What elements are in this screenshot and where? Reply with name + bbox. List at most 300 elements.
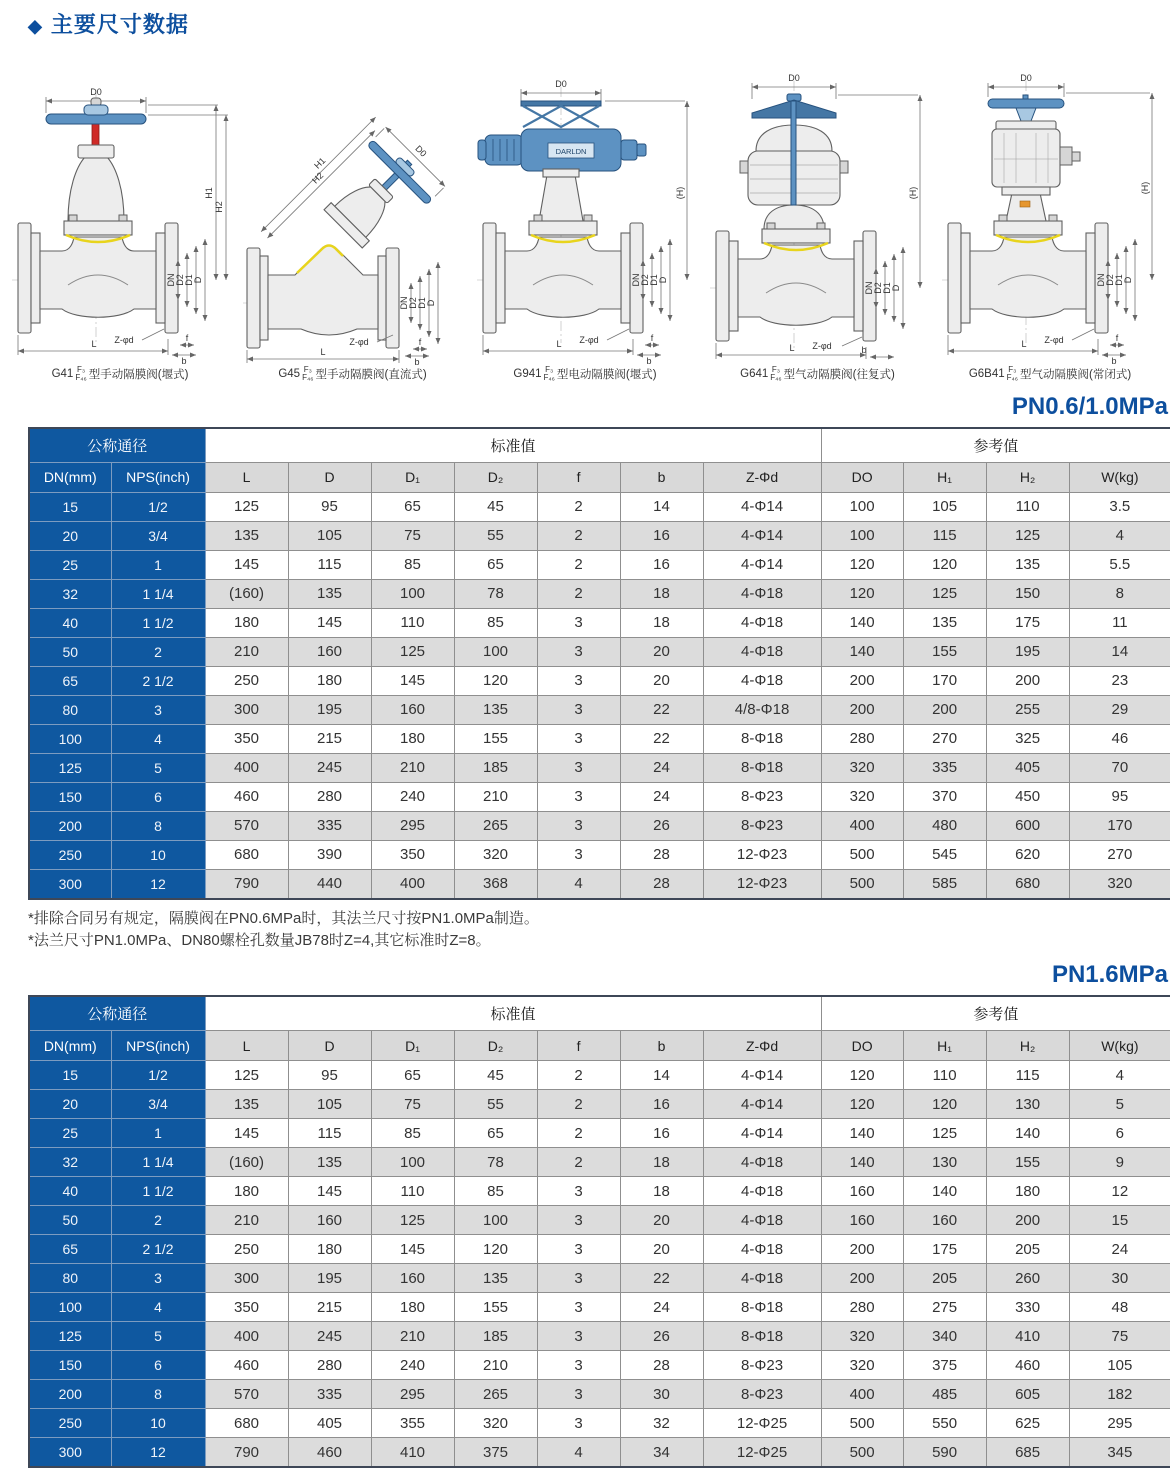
- footnote-1: *排除合同另有规定，隔膜阀在PN0.6MPa时，其法兰尺寸按PN1.0MPa制造。: [28, 909, 539, 927]
- table-row: [29, 1409, 1170, 1438]
- cell-w: 270: [1069, 840, 1170, 869]
- cell-h2: 600: [986, 811, 1069, 840]
- table-row: [29, 608, 1170, 637]
- cell-h1: 110: [903, 1061, 986, 1090]
- drawing-caption: G45 F₃ F₄₆ 型手动隔膜阀(直流式): [278, 365, 427, 383]
- cell-nps: 6: [111, 782, 205, 811]
- cell-f: 3: [537, 1409, 620, 1438]
- cell-nps: 4: [111, 724, 205, 753]
- cell-w: 9: [1069, 1148, 1170, 1177]
- cell-h2: 680: [986, 869, 1069, 899]
- cell-h2: 325: [986, 724, 1069, 753]
- table-row: [29, 869, 1170, 899]
- col-header-nps: NPS(inch): [111, 462, 205, 492]
- dim-label-f: f: [185, 333, 189, 343]
- table-row: [29, 1351, 1170, 1380]
- cell-f: 3: [537, 1293, 620, 1322]
- dim-label-d: D: [425, 299, 436, 307]
- cell-z-phi-d: 12-Φ23: [703, 869, 821, 899]
- cell-w: 14: [1069, 637, 1170, 666]
- cell-d1: 75: [371, 521, 454, 550]
- dim-label-b: b: [413, 357, 420, 365]
- cell-d: 215: [288, 724, 371, 753]
- col-header-d1: D₁: [371, 462, 454, 492]
- cell-l: 680: [205, 1409, 288, 1438]
- header-reference-values: 参考值: [821, 996, 1170, 1031]
- cell-b: 16: [620, 550, 703, 579]
- cell-nps: 5: [111, 753, 205, 782]
- table-row: [29, 1322, 1170, 1351]
- table-row: [29, 1206, 1170, 1235]
- cell-d2: 265: [454, 1380, 537, 1409]
- cell-d1: 210: [371, 753, 454, 782]
- cell-do: 140: [821, 1119, 903, 1148]
- cell-nps: 2: [111, 637, 205, 666]
- cell-do: 140: [821, 608, 903, 637]
- cell-do: 120: [821, 579, 903, 608]
- cell-z-phi-d: 8-Φ23: [703, 1351, 821, 1380]
- cell-b: 18: [620, 608, 703, 637]
- cell-l: 210: [205, 1206, 288, 1235]
- cell-z-phi-d: 4-Φ18: [703, 1177, 821, 1206]
- cell-h1: 480: [903, 811, 986, 840]
- cell-h2: 200: [986, 1206, 1069, 1235]
- cell-l: 300: [205, 1264, 288, 1293]
- cell-dn: 80: [29, 1264, 111, 1293]
- cell-d: 105: [288, 1090, 371, 1119]
- cell-f: 2: [537, 1119, 620, 1148]
- cell-dn: 65: [29, 666, 111, 695]
- dim-label-b: b: [646, 356, 652, 365]
- cell-dn: 20: [29, 521, 111, 550]
- cell-dn: 100: [29, 724, 111, 753]
- cell-nps: 12: [111, 869, 205, 899]
- footnote-2: *法兰尺寸PN1.0MPa、DN80螺栓孔数量JB78时Z=4,其它标准时Z=8。: [28, 931, 491, 949]
- cell-z-phi-d: 4-Φ18: [703, 1264, 821, 1293]
- cell-d1: 75: [371, 1090, 454, 1119]
- cell-do: 320: [821, 782, 903, 811]
- footnotes: [28, 908, 1170, 952]
- cell-dn: 150: [29, 782, 111, 811]
- cell-w: 29: [1069, 695, 1170, 724]
- cell-d1: 400: [371, 869, 454, 899]
- cell-do: 160: [821, 1206, 903, 1235]
- cell-h1: 275: [903, 1293, 986, 1322]
- col-header-d2: D₂: [454, 462, 537, 492]
- cell-d2: 78: [454, 579, 537, 608]
- cell-z-phi-d: 8-Φ23: [703, 811, 821, 840]
- cell-do: 400: [821, 1380, 903, 1409]
- dim-label-h: (H): [1140, 181, 1150, 195]
- dim-label-dn: DN: [1096, 273, 1106, 287]
- cell-d: 245: [288, 1322, 371, 1351]
- table-row: [29, 695, 1170, 724]
- valve-body: [948, 215, 1108, 333]
- cell-d1: 145: [371, 1235, 454, 1264]
- drawing-caption: G41 F₃ F₄₆ 型手动隔膜阀(堰式): [51, 365, 189, 383]
- dim-label-dn: DN: [398, 296, 409, 310]
- dim-label-d: D: [890, 284, 901, 292]
- cell-d2: 185: [454, 753, 537, 782]
- cell-z-phi-d: 4-Φ18: [703, 1206, 821, 1235]
- cell-w: 4: [1069, 521, 1170, 550]
- cell-l: 350: [205, 724, 288, 753]
- cell-h1: 205: [903, 1264, 986, 1293]
- cell-d1: 295: [371, 1380, 454, 1409]
- cell-nps: 1: [111, 1119, 205, 1148]
- cell-b: 20: [620, 666, 703, 695]
- cell-nps: 8: [111, 811, 205, 840]
- cell-f: 2: [537, 579, 620, 608]
- cell-z-phi-d: 4-Φ14: [703, 1090, 821, 1119]
- valve-body: [483, 215, 643, 333]
- cell-w: 5.5: [1069, 550, 1170, 579]
- cell-l: 680: [205, 840, 288, 869]
- cell-l: 180: [205, 1177, 288, 1206]
- cell-f: 3: [537, 1322, 620, 1351]
- table-row: [29, 579, 1170, 608]
- cell-h2: 140: [986, 1119, 1069, 1148]
- cell-b: 24: [620, 782, 703, 811]
- pressure-rating-label-2: PN1.6MPa: [1051, 961, 1168, 989]
- cell-nps: 10: [111, 1409, 205, 1438]
- cell-dn: 125: [29, 1322, 111, 1351]
- cell-b: 18: [620, 1177, 703, 1206]
- cell-z-phi-d: 4/8-Φ18: [703, 695, 821, 724]
- cell-h1: 375: [903, 1351, 986, 1380]
- cell-f: 3: [537, 753, 620, 782]
- cell-f: 3: [537, 1380, 620, 1409]
- diamond-bullet-icon: ◆: [28, 16, 43, 36]
- col-header-b: b: [620, 1031, 703, 1061]
- cell-nps: 2 1/2: [111, 666, 205, 695]
- cell-z-phi-d: 4-Φ18: [703, 666, 821, 695]
- dimension-table-pn06-10: [28, 427, 1170, 900]
- col-header-z-phi-d: Z-Φd: [703, 462, 821, 492]
- cell-dn: 80: [29, 695, 111, 724]
- col-header-w: W(kg): [1069, 462, 1170, 492]
- dim-label-d1: D1: [649, 274, 659, 286]
- dim-label-z-phi-d: Z-φd: [1044, 335, 1064, 345]
- cell-l: 145: [205, 1119, 288, 1148]
- col-header-nps: NPS(inch): [111, 1031, 205, 1061]
- cell-f: 3: [537, 840, 620, 869]
- table-row: [29, 1061, 1170, 1090]
- cell-b: 16: [620, 1119, 703, 1148]
- col-header-h1: H₁: [903, 462, 986, 492]
- cell-do: 280: [821, 724, 903, 753]
- table-row: [29, 1148, 1170, 1177]
- cell-f: 4: [537, 1438, 620, 1468]
- cell-h1: 335: [903, 753, 986, 782]
- table-row: [29, 1119, 1170, 1148]
- cell-do: 200: [821, 1235, 903, 1264]
- valve-drawing-svg: [936, 43, 1164, 365]
- cell-w: 30: [1069, 1264, 1170, 1293]
- cell-do: 500: [821, 869, 903, 899]
- cell-b: 28: [620, 840, 703, 869]
- cell-nps: 4: [111, 1293, 205, 1322]
- cell-d2: 100: [454, 1206, 537, 1235]
- dim-label-b: b: [860, 345, 867, 355]
- cell-w: 5: [1069, 1090, 1170, 1119]
- cell-d1: 160: [371, 695, 454, 724]
- cell-d2: 55: [454, 1090, 537, 1119]
- cell-d: 405: [288, 1409, 371, 1438]
- cell-d1: 65: [371, 492, 454, 521]
- cell-b: 20: [620, 1206, 703, 1235]
- cell-dn: 300: [29, 869, 111, 899]
- cell-d2: 100: [454, 637, 537, 666]
- dim-label-d1: D1: [184, 274, 194, 286]
- cell-l: (160): [205, 1148, 288, 1177]
- header-standard-values: 标准值: [205, 996, 821, 1031]
- cell-w: 23: [1069, 666, 1170, 695]
- actuator-cylinder: [992, 129, 1060, 187]
- cell-d1: 410: [371, 1438, 454, 1468]
- cell-l: 250: [205, 1235, 288, 1264]
- cell-l: 125: [205, 1061, 288, 1090]
- cell-z-phi-d: 8-Φ18: [703, 753, 821, 782]
- col-header-dn: DN(mm): [29, 462, 111, 492]
- cell-d2: 45: [454, 492, 537, 521]
- table-row: [29, 811, 1170, 840]
- dim-label-z-phi-d: Z-φd: [114, 335, 134, 345]
- cell-d1: 100: [371, 579, 454, 608]
- cell-b: 18: [620, 1148, 703, 1177]
- cell-d1: 100: [371, 1148, 454, 1177]
- cell-h2: 625: [986, 1409, 1069, 1438]
- cell-w: 11: [1069, 608, 1170, 637]
- cell-nps: 2: [111, 1206, 205, 1235]
- cell-h1: 270: [903, 724, 986, 753]
- dim-label-d2: D2: [872, 282, 883, 294]
- dim-label-l: L: [1021, 339, 1027, 349]
- cell-d: 105: [288, 521, 371, 550]
- col-header-l: L: [205, 1031, 288, 1061]
- cell-z-phi-d: 4-Φ14: [703, 550, 821, 579]
- cell-d1: 180: [371, 724, 454, 753]
- cell-h1: 170: [903, 666, 986, 695]
- cell-d: 245: [288, 753, 371, 782]
- cell-w: 105: [1069, 1351, 1170, 1380]
- cell-do: 160: [821, 1177, 903, 1206]
- cell-d2: 85: [454, 1177, 537, 1206]
- cell-d1: 145: [371, 666, 454, 695]
- cell-dn: 25: [29, 1119, 111, 1148]
- dim-label-d0: D0: [90, 87, 102, 97]
- table-row: [29, 521, 1170, 550]
- cell-f: 3: [537, 637, 620, 666]
- cell-b: 30: [620, 1380, 703, 1409]
- cell-h1: 590: [903, 1438, 986, 1468]
- valve-stem: [791, 101, 796, 205]
- cell-do: 280: [821, 1293, 903, 1322]
- cell-h2: 195: [986, 637, 1069, 666]
- cell-do: 320: [821, 1322, 903, 1351]
- cell-b: 16: [620, 1090, 703, 1119]
- cell-w: 24: [1069, 1235, 1170, 1264]
- cell-nps: 1 1/4: [111, 579, 205, 608]
- cell-w: 12: [1069, 1177, 1170, 1206]
- cell-do: 100: [821, 521, 903, 550]
- electric-motor: [485, 135, 523, 165]
- dim-label-d2: D2: [407, 297, 418, 309]
- cell-f: 4: [537, 869, 620, 899]
- cell-do: 100: [821, 492, 903, 521]
- cell-z-phi-d: 4-Φ14: [703, 1119, 821, 1148]
- dim-label-h: (H): [675, 186, 685, 200]
- cell-dn: 250: [29, 1409, 111, 1438]
- cell-d1: 85: [371, 1119, 454, 1148]
- cell-d: 180: [288, 666, 371, 695]
- cell-h2: 685: [986, 1438, 1069, 1468]
- table-row: [29, 1235, 1170, 1264]
- table-row: [29, 1438, 1170, 1468]
- valve-body: [716, 223, 876, 341]
- cell-nps: 1 1/2: [111, 608, 205, 637]
- cell-f: 3: [537, 1235, 620, 1264]
- drawing-g41-manual-weir: [6, 43, 234, 383]
- cell-b: 26: [620, 1322, 703, 1351]
- cell-w: 8: [1069, 579, 1170, 608]
- cell-d: 115: [288, 1119, 371, 1148]
- cell-h2: 135: [986, 550, 1069, 579]
- dim-label-d0: D0: [555, 79, 567, 89]
- cell-d2: 265: [454, 811, 537, 840]
- cell-d2: 210: [454, 782, 537, 811]
- cell-l: 210: [205, 637, 288, 666]
- cell-d1: 240: [371, 782, 454, 811]
- col-header-h2: H₂: [986, 462, 1069, 492]
- cell-do: 200: [821, 1264, 903, 1293]
- cell-d1: 110: [371, 608, 454, 637]
- table-row: [29, 492, 1170, 521]
- cell-d2: 120: [454, 666, 537, 695]
- cell-z-phi-d: 4-Φ14: [703, 1061, 821, 1090]
- table-row: [29, 1264, 1170, 1293]
- cell-b: 24: [620, 1293, 703, 1322]
- cell-b: 16: [620, 521, 703, 550]
- cell-l: 135: [205, 1090, 288, 1119]
- cell-d: 390: [288, 840, 371, 869]
- cell-f: 2: [537, 492, 620, 521]
- cell-do: 140: [821, 1148, 903, 1177]
- cell-d2: 120: [454, 1235, 537, 1264]
- valve-body: [268, 245, 378, 335]
- cell-dn: 125: [29, 753, 111, 782]
- valve-drawings-row: [0, 41, 1170, 383]
- dimension-table-pn16: [28, 995, 1170, 1468]
- drawing-g6b41-pneumatic-nc: [936, 43, 1164, 383]
- cell-b: 24: [620, 753, 703, 782]
- cell-l: 400: [205, 753, 288, 782]
- cell-z-phi-d: 4-Φ18: [703, 579, 821, 608]
- cell-b: 26: [620, 811, 703, 840]
- cell-do: 120: [821, 1090, 903, 1119]
- cell-nps: 3: [111, 1264, 205, 1293]
- cell-l: 135: [205, 521, 288, 550]
- cell-do: 200: [821, 666, 903, 695]
- valve-drawing-svg: [6, 43, 234, 365]
- table-row: [29, 753, 1170, 782]
- cell-do: 320: [821, 753, 903, 782]
- cell-h1: 125: [903, 579, 986, 608]
- cell-d1: 125: [371, 1206, 454, 1235]
- cell-nps: 1: [111, 550, 205, 579]
- col-header-f: f: [537, 462, 620, 492]
- cell-w: 182: [1069, 1380, 1170, 1409]
- cell-d: 460: [288, 1438, 371, 1468]
- cell-f: 3: [537, 608, 620, 637]
- cell-h2: 175: [986, 608, 1069, 637]
- cell-l: 145: [205, 550, 288, 579]
- cell-l: 790: [205, 869, 288, 899]
- cell-h1: 115: [903, 521, 986, 550]
- cell-d2: 375: [454, 1438, 537, 1468]
- valve-body: [18, 215, 178, 333]
- cell-h1: 550: [903, 1409, 986, 1438]
- cell-l: 180: [205, 608, 288, 637]
- cell-l: 460: [205, 782, 288, 811]
- cell-d2: 320: [454, 1409, 537, 1438]
- cell-h1: 370: [903, 782, 986, 811]
- dim-label-h: (H): [907, 186, 918, 200]
- cell-f: 3: [537, 695, 620, 724]
- cell-dn: 250: [29, 840, 111, 869]
- col-header-w: W(kg): [1069, 1031, 1170, 1061]
- col-header-f: f: [537, 1031, 620, 1061]
- dim-label-d0: D0: [412, 143, 429, 159]
- cell-w: 4: [1069, 1061, 1170, 1090]
- cell-d: 160: [288, 1206, 371, 1235]
- cell-h2: 130: [986, 1090, 1069, 1119]
- cell-b: 22: [620, 724, 703, 753]
- cell-z-phi-d: 4-Φ18: [703, 1148, 821, 1177]
- cell-h2: 155: [986, 1148, 1069, 1177]
- dim-label-l: L: [556, 339, 562, 349]
- cell-f: 2: [537, 1090, 620, 1119]
- cell-do: 320: [821, 1351, 903, 1380]
- header-reference-values: 参考值: [821, 428, 1170, 463]
- cell-h2: 180: [986, 1177, 1069, 1206]
- dim-label-d: D: [193, 276, 203, 284]
- dim-label-d: D: [1123, 276, 1133, 284]
- cell-h2: 330: [986, 1293, 1069, 1322]
- cell-f: 3: [537, 1177, 620, 1206]
- cell-w: 295: [1069, 1409, 1170, 1438]
- drawing-g641-pneumatic: [704, 43, 932, 383]
- cell-nps: 1/2: [111, 1061, 205, 1090]
- cell-d2: 65: [454, 550, 537, 579]
- dim-label-z-phi-d: Z-φd: [348, 337, 369, 347]
- cell-z-phi-d: 8-Φ18: [703, 1293, 821, 1322]
- cell-b: 32: [620, 1409, 703, 1438]
- cell-d2: 45: [454, 1061, 537, 1090]
- cell-dn: 50: [29, 1206, 111, 1235]
- cell-d1: 85: [371, 550, 454, 579]
- cell-dn: 200: [29, 1380, 111, 1409]
- drawing-caption: G941 F₃ F₄₆ 型电动隔膜阀(堰式): [513, 365, 657, 383]
- valve-drawing-svg: [704, 43, 932, 365]
- cell-l: (160): [205, 579, 288, 608]
- table-body: [29, 492, 1170, 899]
- cell-dn: 40: [29, 608, 111, 637]
- dim-label-d1: D1: [1114, 274, 1124, 286]
- cell-d2: 210: [454, 1351, 537, 1380]
- cell-h1: 160: [903, 1206, 986, 1235]
- cell-l: 790: [205, 1438, 288, 1468]
